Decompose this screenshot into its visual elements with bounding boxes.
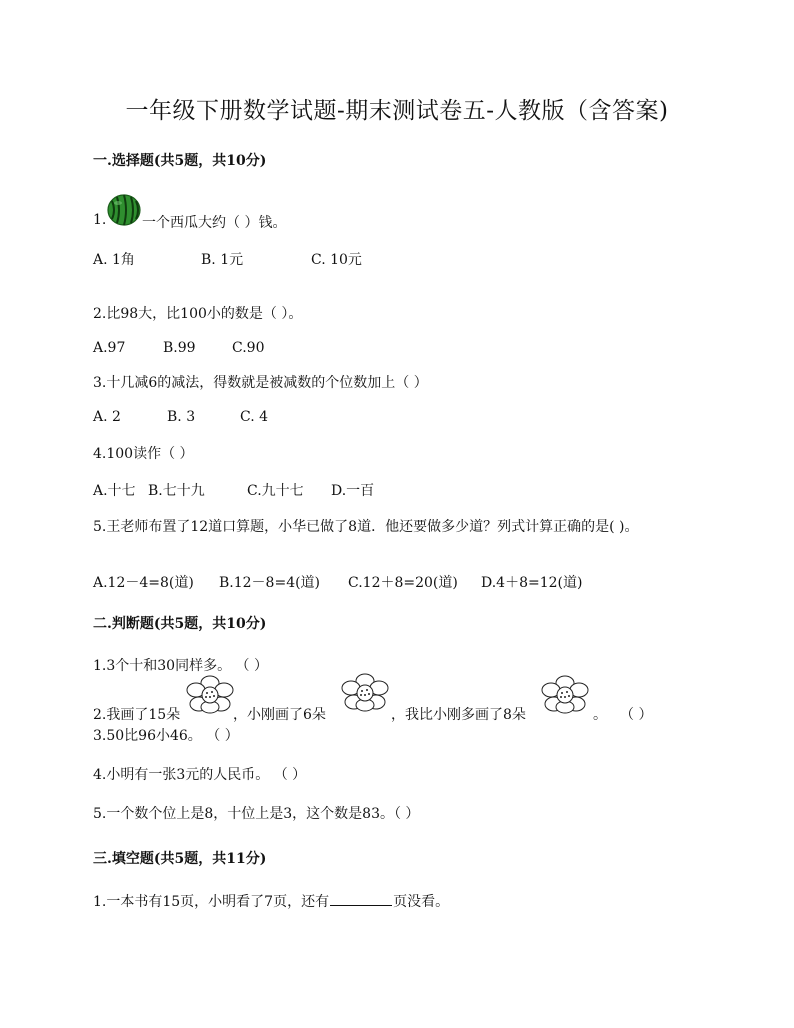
option-b: B.12－8=4(道) [219, 575, 321, 591]
option-b: B.99 [163, 340, 196, 356]
question-2-4: 4.小明有一张3元的人民币。 （ ） [93, 767, 307, 783]
option-b: B.七十九 [148, 483, 205, 499]
option-b: B. 3 [167, 409, 196, 425]
option-a: A. 1角 [93, 252, 135, 268]
question-2-2-part4: 。 [593, 707, 607, 723]
question-text-after: 页没看。 [393, 894, 450, 910]
option-a: A.97 [93, 340, 126, 356]
section-heading-choice: 一.选择题(共5题，共10分) [93, 153, 267, 169]
question-2-2-part3: ，我比小刚多画了8朵 [391, 707, 526, 723]
option-b: B. 1元 [201, 252, 244, 268]
answer-blank[interactable] [330, 893, 392, 906]
option-a: A.12－4=8(道) [93, 575, 194, 591]
question-1-1-text: 一个西瓜大约（ ）钱。 [142, 215, 287, 231]
option-c: C.12＋8=20(道) [348, 575, 458, 591]
question-1-5: 5.王老师布置了12道口算题，小华已做了8道．他还要做多少道？列式计算正确的是( )。 [93, 519, 639, 535]
question-1-3: 3.十几减6的减法，得数就是被减数的个位数加上（ ） [93, 375, 428, 391]
question-number: 1. [93, 212, 107, 228]
option-d: D.4＋8=12(道) [481, 575, 583, 591]
question-1-1 [93, 212, 106, 228]
flower-icon [541, 675, 589, 715]
option-d: D.一百 [331, 483, 375, 499]
flower-icon [186, 675, 234, 715]
question-2-3: 3.50比96小46。 （ ） [93, 728, 239, 744]
option-c: C.90 [232, 340, 265, 356]
page-title: 一年级下册数学试题-期末测试卷五-人教版（含答案) [125, 98, 669, 124]
question-2-2-part1: 2.我画了15朵 [93, 707, 181, 723]
question-1-2: 2.比98大，比100小的数是（ ）。 [93, 306, 303, 322]
option-c: C.九十七 [247, 483, 304, 499]
question-3-1 [93, 891, 449, 911]
answer-paren: （ ） [620, 707, 653, 723]
option-c: C. 10元 [311, 252, 362, 268]
option-c: C. 4 [240, 409, 269, 425]
question-1-4: 4.100读作（ ） [93, 446, 194, 462]
section-heading-judge: 二.判断题(共5题，共10分) [93, 616, 267, 632]
question-2-2-part2: ，小刚画了6朵 [233, 707, 326, 723]
option-a: A. 2 [93, 409, 121, 425]
section-heading-fill: 三.填空题(共5题，共11分) [93, 851, 267, 867]
option-a: A.十七 [93, 483, 136, 499]
flower-icon [341, 673, 389, 713]
question-2-1: 1.3个十和30同样多。 （ ） [93, 658, 268, 674]
watermelon-icon [106, 193, 142, 227]
question-2-5: 5.一个数个位上是8，十位上是3，这个数是83。（ ） [93, 806, 420, 822]
question-text-before: 1.一本书有15页，小明看了7页，还有 [93, 894, 330, 910]
